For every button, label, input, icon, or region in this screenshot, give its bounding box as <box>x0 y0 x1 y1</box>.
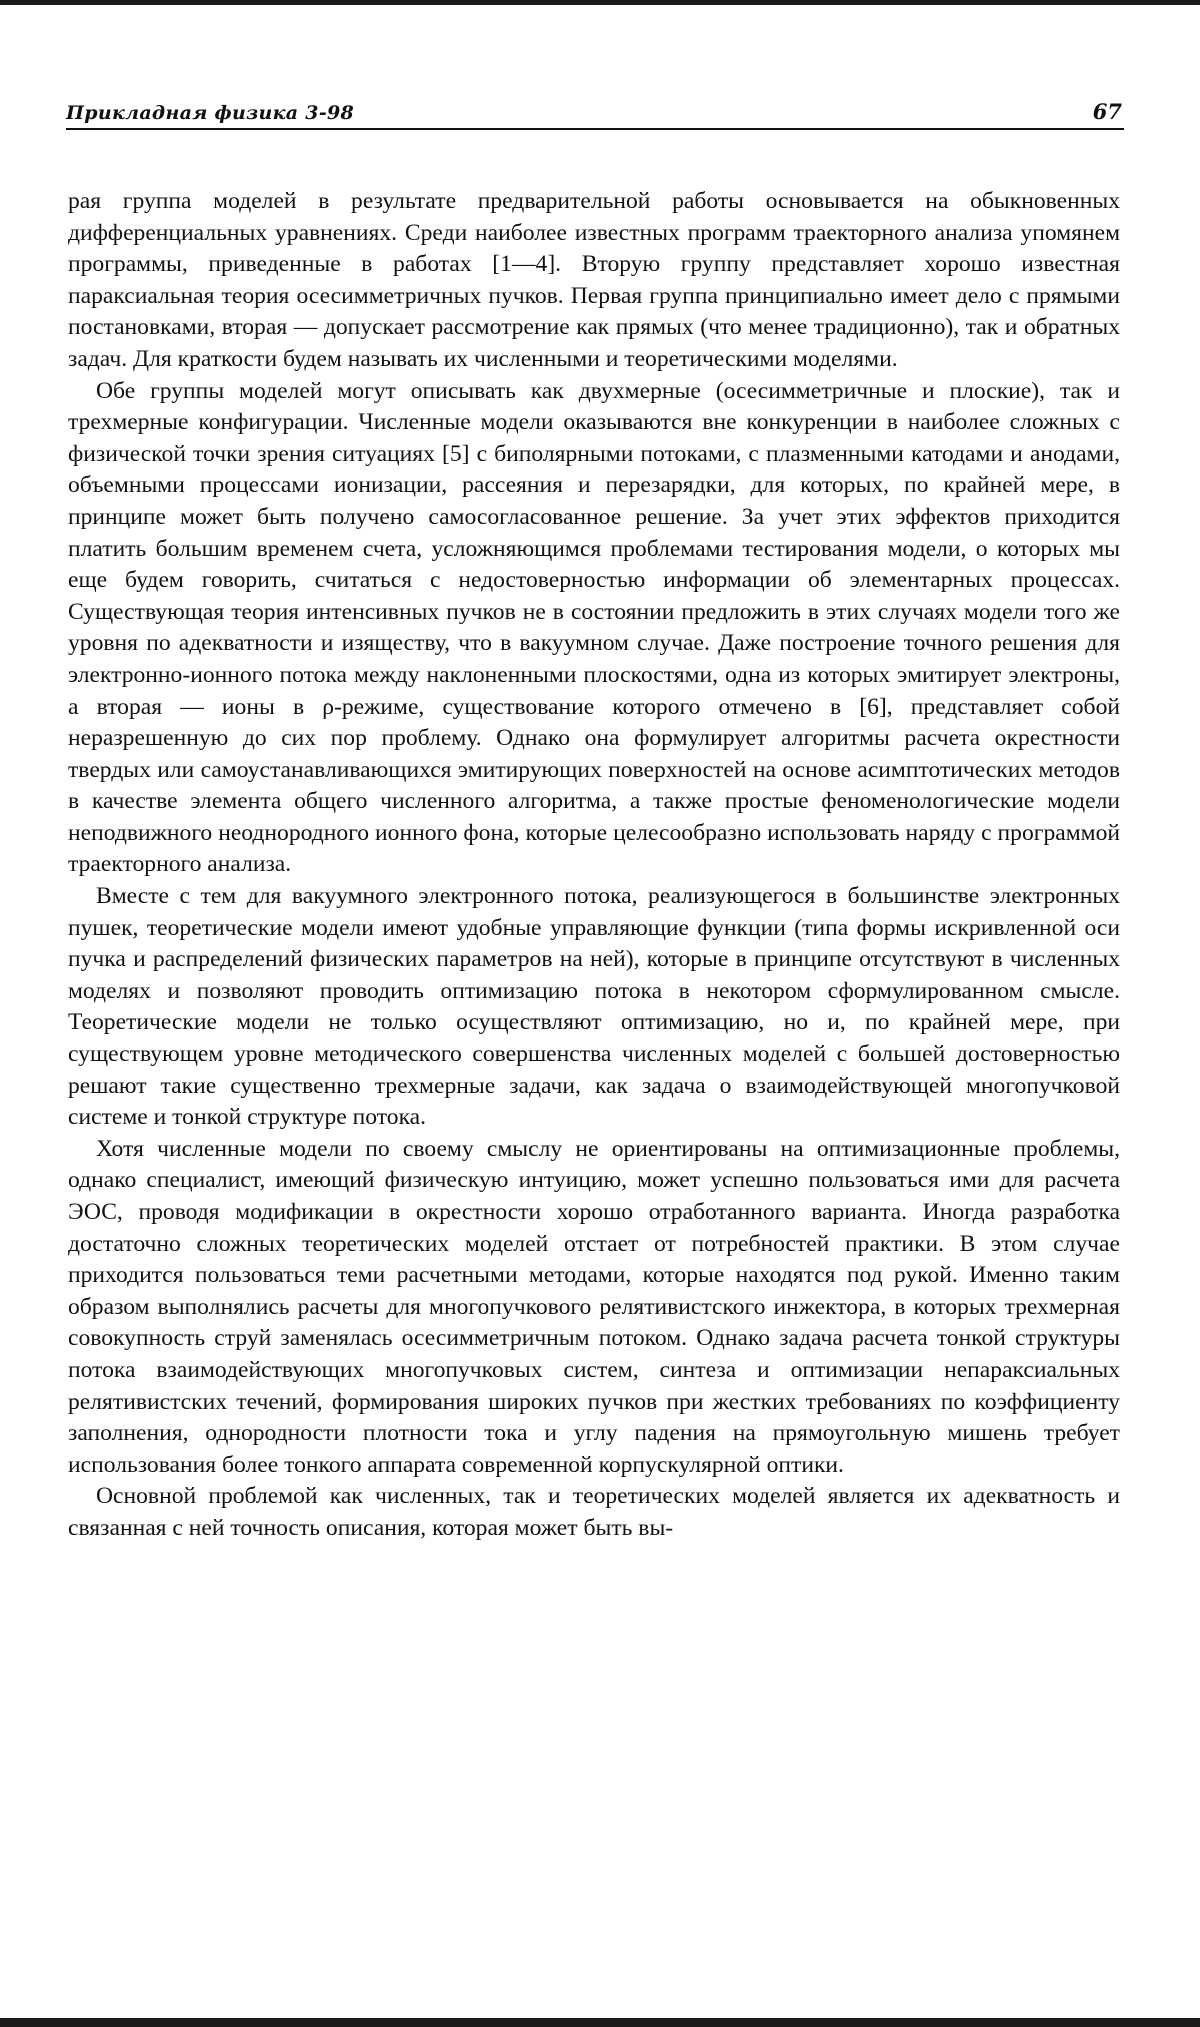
paragraph: Обе группы моделей могут описывать как двухмерные (осесимметричные и плоские), так и трехмерные конфигурации. Численные модели оказываются вне конкуренции в наиболее сложных с физической точки зрения ситуациях [5] с биполярными потоками, с плазменными катодами и анодами, объемными процессами ионизации, рассеяния и перезарядки, для которых, по крайней мере, в принципе может быть получено самосогласованное решение. За учет этих эффектов приходится платить большим временем счета, усложняющимся проблемами тестирования модели, о которых мы еще будем говорить, считаться с недостоверностью информации об элементарных процессах. Существующая теория интенсивных пучков не в состоянии предложить в этих случаях модели того же уровня по адекватности и изяществу, что в вакуумном случае. Даже построение точного решения для электронно-ионного потока между наклоненными плоскостями, одна из которых эмитирует электроны, а вторая — ионы в ρ-режиме, существование которого отмечено в [6], представляет собой неразрешенную до сих пор проблему. Однако она формулирует алгоритмы расчета окрестности твердых или самоустанавливающихся эмитирующих поверхностей на основе асимптотических методов в качестве элемента общего численного алгоритма, а также простые феноменологические модели неподвижного неоднородного ионного фона, которые целесообразно использовать наряду с программой траекторного анализа. <box>68 377 1120 878</box>
paragraph: Хотя численные модели по своему смыслу не ориентированы на оптимизационные проблемы, однако специалист, имеющий физическую интуицию, может успешно пользоваться ими для расчета ЭОС, проводя модификации в окрестности хорошо отработанного варианта. Иногда разработка достаточно сложных теоретических моделей отстает от потребностей практики. В этом случае приходится пользоваться теми расчетными методами, которые находятся под рукой. Именно таким образом выполнялись расчеты для многопучкового релятивистского инжектора, в которых трехмерная совокупность струй заменялась осесимметричным потоком. Однако задача расчета тонкой структуры потока взаимодействующих многопучковых систем, синтеза и оптимизации непараксиальных релятивистских течений, формирования широких пучков при жестких требованиях по коэффициенту заполнения, однородности плотности тока и углу падения на прямоугольную мишень требует использования более тонкого аппарата современной корпускулярной оптики. <box>68 1135 1120 1478</box>
running-header <box>66 96 1124 130</box>
article-body <box>68 186 1120 1545</box>
page-number: 67 <box>1092 99 1122 124</box>
paragraph-continuation: рая группа моделей в результате предварительной работы основывается на обыкновенных дифференциальных уравнениях. Среди наиболее известных программ траекторного анализа упомянем программы, приведенные в работах [1—4]. Вторую группу представляет хорошо известная параксиальная теория осесимметричных пучков. Первая группа принципиально имеет дело с прямыми постановками, вторая — допускает рассмотрение как прямых (что менее традиционно), так и обратных задач. Для краткости будем называть их численными и теоретическими моделями. <box>68 188 1120 372</box>
bottom-scan-edge <box>0 2018 1200 2027</box>
top-scan-edge <box>0 0 1200 5</box>
paragraph: Основной проблемой как численных, так и теоретических моделей является их адекватность и связанная с ней точность описания, которая может быть вы- <box>68 1483 1120 1541</box>
paragraph: Вместе с тем для вакуумного электронного потока, реализующегося в большинстве электронных пушек, теоретические модели имеют удобные управляющие функции (типа формы искривленной оси пучка и распределений физических параметров на ней), которые в принципе отсутствуют в численных моделях и позволяют проводить оптимизацию потока в некотором сформулированном смысле. Теоретические модели не только осуществляют оптимизацию, но и, по крайней мере, при существующем уровне методического совершенства численных моделей с большей достоверностью решают такие существенно трехмерные задачи, как задача о взаимодействующей многопучковой системе и тонкой структуре потока. <box>68 883 1120 1131</box>
journal-title: Прикладная физика 3-98 <box>66 102 355 124</box>
